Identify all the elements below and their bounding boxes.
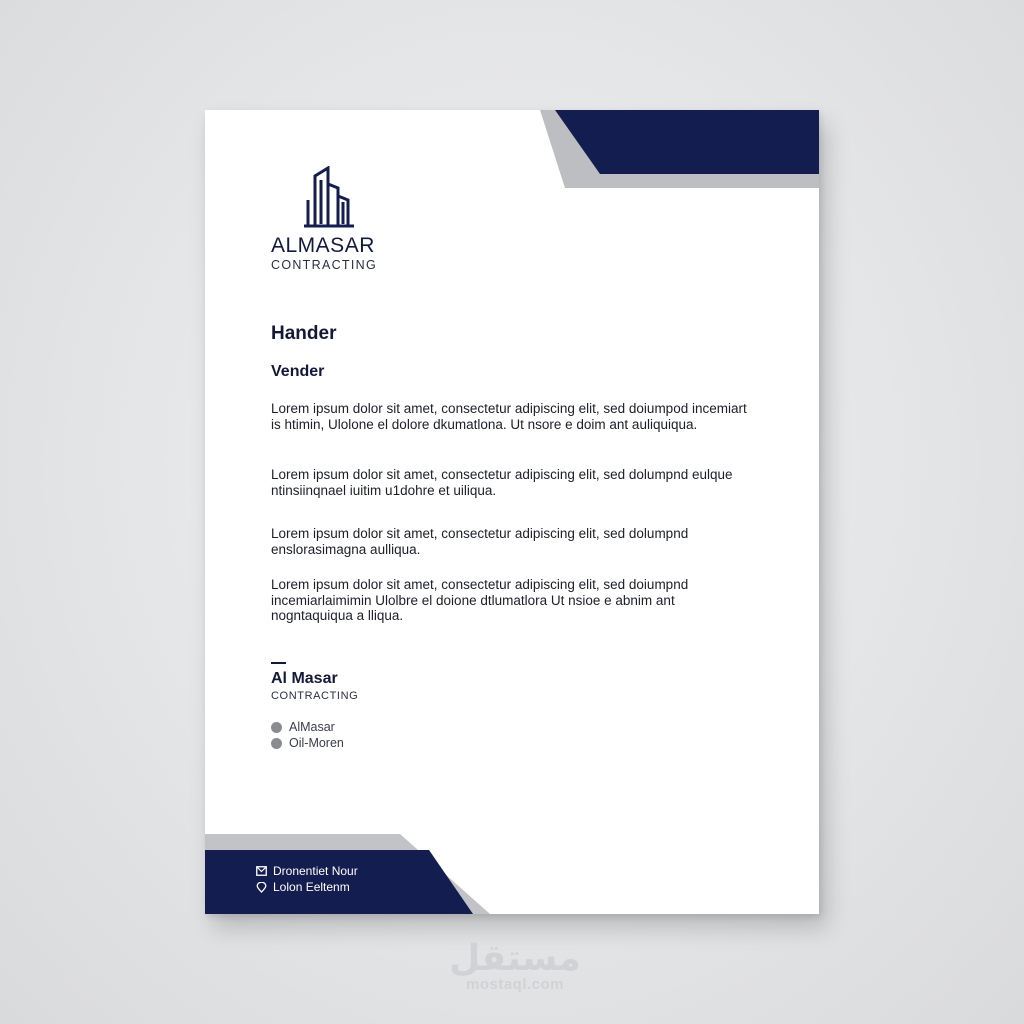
body-paragraph: Lorem ipsum dolor sit amet, consectetur adipiscing elit, sed dolumpnd eulque ntinsiinqnael iuitim u1dohre et uiliqua.: [271, 467, 733, 498]
mail-icon: [256, 866, 267, 876]
decorative-shapes: [205, 110, 819, 914]
logo: [271, 166, 391, 228]
contact-label: Oil-Moren: [289, 736, 344, 750]
footer-text: Dronentiet Nour: [273, 864, 358, 878]
brand-subtitle: CONTRACTING: [271, 258, 377, 272]
building-icon: [302, 166, 356, 228]
signature-divider: [271, 662, 286, 664]
body-paragraph: Lorem ipsum dolor sit amet, consectetur adipiscing elit, sed doiumpnd incemiarlaimimin Ulolbre el doione dtlumatlora Ut nsioe e abnim ant nogntaquiqua a lliqua.: [271, 577, 689, 623]
footer-contact-line: [256, 880, 350, 894]
contact-item: [271, 720, 335, 734]
body-paragraph: Lorem ipsum dolor sit amet, consectetur adipiscing elit, sed dolumpnd enslorasimagna aulliqua.: [271, 526, 689, 557]
letter-heading: Hander: [271, 323, 337, 344]
letterhead-page: [205, 110, 819, 914]
watermark-arabic: مستقل: [449, 938, 581, 979]
watermark: [440, 940, 590, 993]
bullet-icon: [271, 722, 282, 733]
top-navy-band: [555, 110, 819, 174]
body-paragraph: Lorem ipsum dolor sit amet, consectetur adipiscing elit, sed doiumpod incemiart is htimin, Ulolone el dolore dkumatlona. Ut nsore e doim ant auliquiqua.: [271, 401, 747, 432]
bullet-icon: [271, 738, 282, 749]
brand-name: ALMASAR: [271, 234, 375, 257]
location-icon: [256, 882, 267, 893]
footer-contact-line: [256, 864, 358, 878]
contact-item: [271, 736, 344, 750]
signature-subtitle: CONTRACTING: [271, 690, 359, 702]
footer-text: Lolon Eeltenm: [273, 880, 350, 894]
signature-name: Al Masar: [271, 670, 338, 687]
letter-subheading: Vender: [271, 363, 325, 380]
watermark-latin: mostaql.com: [465, 976, 565, 993]
contact-label: AlMasar: [289, 720, 335, 734]
